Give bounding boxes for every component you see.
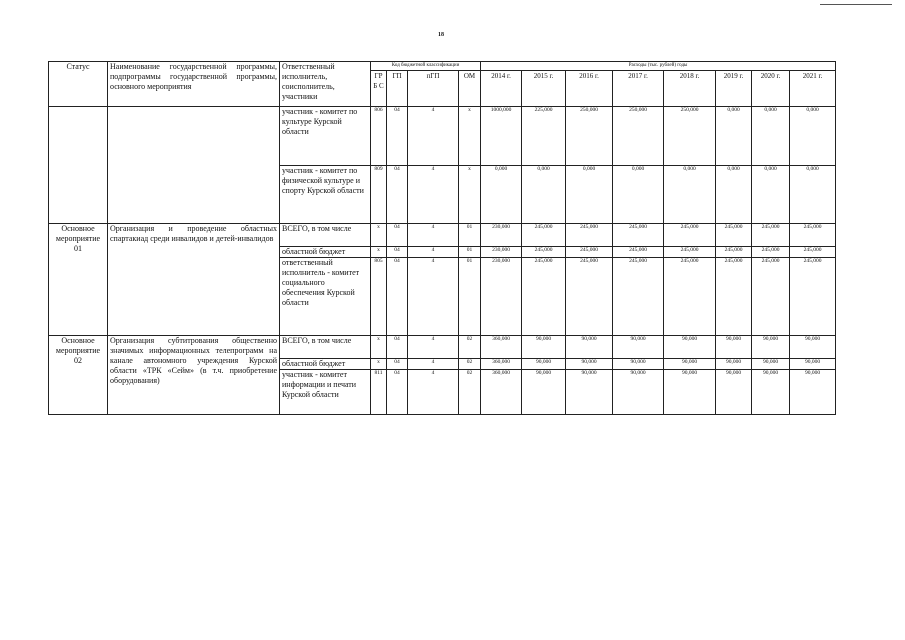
responsible-cell: участник - комитет по культуре Курской области — [280, 107, 371, 166]
expense-value-cell: 245,000 — [566, 258, 613, 336]
expense-value-cell: 245,000 — [664, 258, 716, 336]
expense-value-cell: 90,000 — [716, 370, 752, 415]
expense-value-cell: 245,000 — [613, 224, 664, 247]
expense-value-cell: 250,000 — [613, 107, 664, 166]
expense-value-cell: 245,000 — [664, 224, 716, 247]
expense-value-cell: 245,000 — [790, 247, 836, 258]
header-code: ГРБ С — [371, 71, 387, 107]
expense-value-cell: 90,000 — [790, 370, 836, 415]
measure-name-cell: Организация субтитрования общественно значимых информационных телепрограмм на канале автономного учреждения Курской области «ТРК «Сейм» (в т.ч. приобретение оборудования) — [108, 336, 280, 415]
expense-value-cell: 1000,000 — [481, 107, 522, 166]
expense-value-cell: 0,000 — [613, 166, 664, 224]
expense-value-cell: 0,000 — [481, 166, 522, 224]
expense-value-cell: 230,000 — [481, 247, 522, 258]
budget-code-cell: 811 — [371, 370, 387, 415]
expense-value-cell: 90,000 — [752, 359, 790, 370]
budget-code-cell: 04 — [387, 166, 408, 224]
responsible-cell: участник - комитет информации и печати Курской области — [280, 370, 371, 415]
measure-row — [49, 224, 836, 247]
expense-value-cell: 0,000 — [790, 166, 836, 224]
status-empty-cell — [49, 107, 108, 224]
header-year: 2020 г. — [752, 71, 790, 107]
expense-value-cell: 245,000 — [752, 258, 790, 336]
expense-value-cell: 90,000 — [522, 359, 566, 370]
expense-value-cell: 0,000 — [752, 107, 790, 166]
budget-code-cell: х — [371, 224, 387, 247]
responsible-cell: областной бюджет — [280, 359, 371, 370]
budget-code-cell: 04 — [387, 107, 408, 166]
header-code: ГП — [387, 71, 408, 107]
expense-value-cell: 90,000 — [664, 359, 716, 370]
budget-code-cell: 02 — [459, 370, 481, 415]
header-year: 2015 г. — [522, 71, 566, 107]
expense-value-cell: 0,000 — [716, 166, 752, 224]
budget-code-cell: 04 — [387, 370, 408, 415]
header-status: Статус — [49, 62, 108, 107]
budget-code-cell: х — [459, 166, 481, 224]
budget-code-cell: х — [371, 336, 387, 359]
expense-value-cell: 245,000 — [522, 258, 566, 336]
expense-value-cell: 225,000 — [522, 107, 566, 166]
participant-row — [49, 107, 836, 166]
header-year: 2019 г. — [716, 71, 752, 107]
budget-code-cell: х — [371, 247, 387, 258]
budget-code-cell: 04 — [387, 258, 408, 336]
responsible-cell: областной бюджет — [280, 247, 371, 258]
header-code: пГП — [408, 71, 459, 107]
expense-value-cell: 230,000 — [481, 224, 522, 247]
expense-value-cell: 245,000 — [566, 224, 613, 247]
measure-status-cell: Основное мероприятие 02 — [49, 336, 108, 415]
expense-value-cell: 360,000 — [481, 336, 522, 359]
budget-code-cell: х — [371, 359, 387, 370]
expense-value-cell: 90,000 — [613, 359, 664, 370]
expense-value-cell: 90,000 — [566, 370, 613, 415]
responsible-cell: ответственный исполнитель - комитет социального обеспечения Курской области — [280, 258, 371, 336]
responsible-cell: ВСЕГО, в том числе — [280, 336, 371, 359]
header-year: 2021 г. — [790, 71, 836, 107]
expense-value-cell: 245,000 — [613, 247, 664, 258]
budget-code-cell: 4 — [408, 247, 459, 258]
budget-code-cell: 02 — [459, 359, 481, 370]
header-budget-code: Код бюджетной классификации — [371, 62, 481, 71]
expense-value-cell: 90,000 — [613, 370, 664, 415]
budget-code-cell: 4 — [408, 166, 459, 224]
budget-table — [48, 61, 836, 415]
budget-code-cell: 01 — [459, 224, 481, 247]
expense-value-cell: 245,000 — [522, 247, 566, 258]
budget-code-cell: 4 — [408, 370, 459, 415]
budget-code-cell: 809 — [371, 166, 387, 224]
expense-value-cell: 90,000 — [752, 336, 790, 359]
expense-value-cell: 245,000 — [716, 258, 752, 336]
expense-value-cell: 90,000 — [613, 336, 664, 359]
expense-value-cell: 0,000 — [522, 166, 566, 224]
expense-value-cell: 90,000 — [790, 359, 836, 370]
expense-value-cell: 90,000 — [752, 370, 790, 415]
expense-value-cell: 90,000 — [716, 336, 752, 359]
expense-value-cell: 90,000 — [664, 336, 716, 359]
budget-code-cell: 02 — [459, 336, 481, 359]
expense-value-cell: 90,000 — [522, 336, 566, 359]
expense-value-cell: 245,000 — [613, 258, 664, 336]
budget-code-cell: 4 — [408, 258, 459, 336]
header-year: 2016 г. — [566, 71, 613, 107]
expense-value-cell: 90,000 — [664, 370, 716, 415]
expense-value-cell: 0,000 — [566, 166, 613, 224]
expense-value-cell: 90,000 — [716, 359, 752, 370]
expense-value-cell: 230,000 — [481, 258, 522, 336]
expense-value-cell: 0,000 — [752, 166, 790, 224]
expense-value-cell: 0,000 — [790, 107, 836, 166]
expense-value-cell: 245,000 — [716, 224, 752, 247]
expense-value-cell: 360,000 — [481, 359, 522, 370]
expense-value-cell: 245,000 — [522, 224, 566, 247]
budget-code-cell: 01 — [459, 247, 481, 258]
responsible-cell: участник - комитет по физической культуре и спорту Курской области — [280, 166, 371, 224]
expense-value-cell: 0,000 — [716, 107, 752, 166]
name-empty-cell — [108, 107, 280, 224]
measure-status-cell: Основное мероприятие 01 — [49, 224, 108, 336]
expense-value-cell: 90,000 — [566, 359, 613, 370]
header-year: 2014 г. — [481, 71, 522, 107]
header-row-1 — [49, 62, 836, 71]
header-code: ОМ — [459, 71, 481, 107]
expense-value-cell: 245,000 — [790, 258, 836, 336]
expense-value-cell: 245,000 — [752, 224, 790, 247]
expense-value-cell: 250,000 — [566, 107, 613, 166]
budget-code-cell: 806 — [371, 107, 387, 166]
page-number: 18 — [438, 32, 444, 38]
header-expenses: Расходы (тыс. рублей) годы — [481, 62, 836, 71]
budget-code-cell: 04 — [387, 224, 408, 247]
top-rule — [820, 4, 892, 5]
expense-value-cell: 0,000 — [664, 166, 716, 224]
budget-code-cell: х — [459, 107, 481, 166]
expense-value-cell: 245,000 — [790, 224, 836, 247]
budget-code-cell: 4 — [408, 224, 459, 247]
budget-code-cell: 04 — [387, 336, 408, 359]
expense-value-cell: 90,000 — [790, 336, 836, 359]
expense-value-cell: 245,000 — [664, 247, 716, 258]
expense-value-cell: 90,000 — [566, 336, 613, 359]
measure-row — [49, 336, 836, 359]
budget-code-cell: 805 — [371, 258, 387, 336]
budget-code-cell: 4 — [408, 359, 459, 370]
expense-value-cell: 245,000 — [566, 247, 613, 258]
budget-code-cell: 04 — [387, 359, 408, 370]
responsible-cell: ВСЕГО, в том числе — [280, 224, 371, 247]
header-responsible: Ответственный исполнитель, соисполнитель, участники — [280, 62, 371, 107]
budget-code-cell: 01 — [459, 258, 481, 336]
budget-code-cell: 4 — [408, 107, 459, 166]
expense-value-cell: 360,000 — [481, 370, 522, 415]
budget-code-cell: 4 — [408, 336, 459, 359]
expense-value-cell: 245,000 — [716, 247, 752, 258]
expense-value-cell: 90,000 — [522, 370, 566, 415]
header-name: Наименование государственной программы, подпрограммы государственной программы, основного мероприятия — [108, 62, 280, 107]
expense-value-cell: 250,000 — [664, 107, 716, 166]
header-year: 2017 г. — [613, 71, 664, 107]
budget-code-cell: 04 — [387, 247, 408, 258]
expense-value-cell: 245,000 — [752, 247, 790, 258]
measure-name-cell: Организация и проведение областных спартакиад среди инвалидов и детей-инвалидов — [108, 224, 280, 336]
header-year: 2018 г. — [664, 71, 716, 107]
